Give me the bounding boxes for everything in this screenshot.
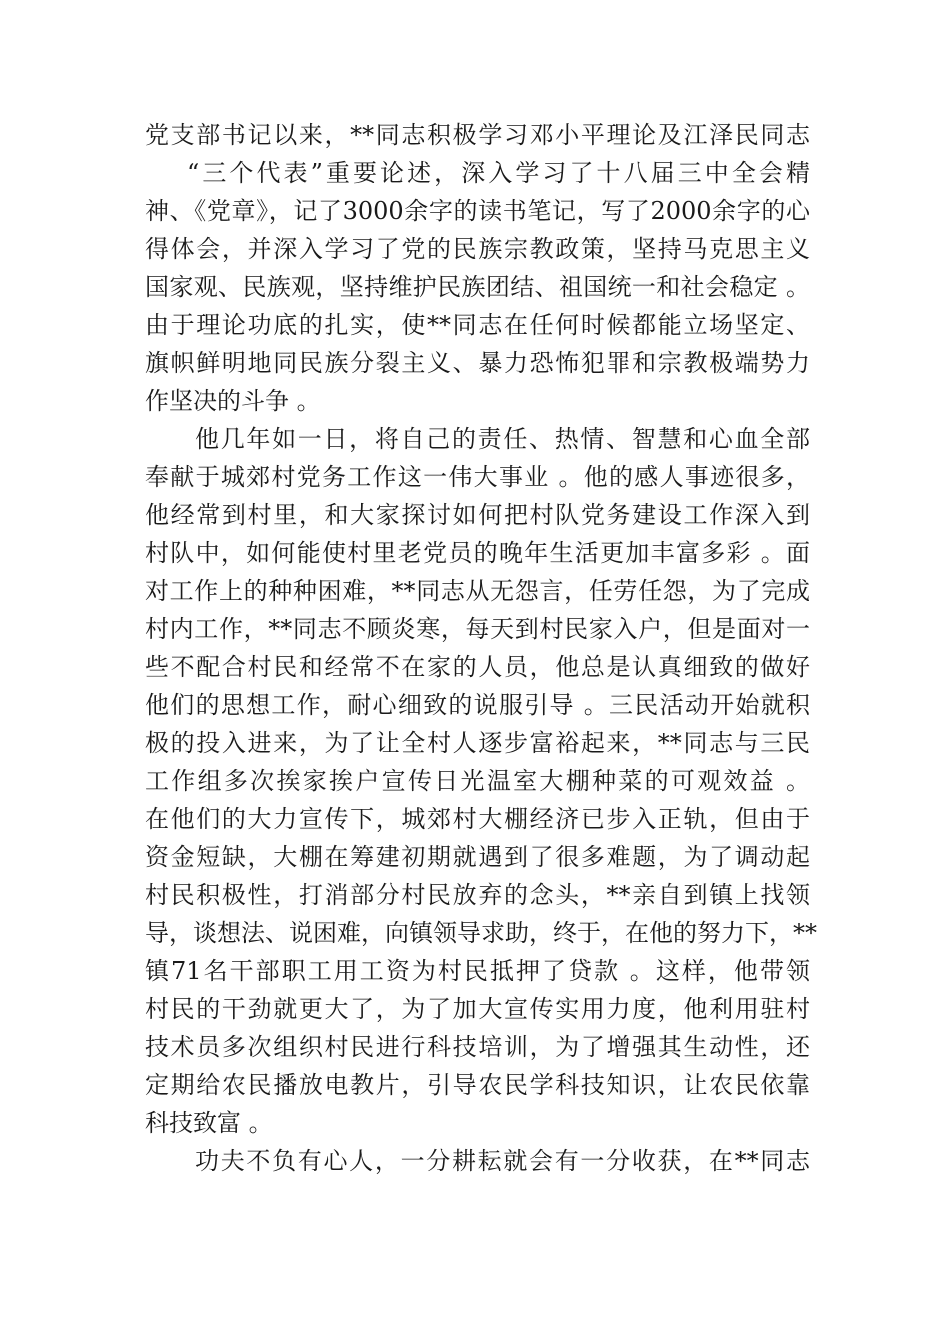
text-line: 导，谈想法、说困难，向镇领导求助，终于，在他的努力下，** [145, 919, 817, 947]
paragraph-start-line: 功夫不负有心人，一分耕耘就会有一分收获，在**同志 [195, 1147, 810, 1175]
text-line: 村内工作，**同志不顾炎寒，每天到村民家入户，但是面对一 [145, 615, 810, 643]
paragraph-start-line: 他几年如一日，将自己的责任、热情、智慧和心血全部 [195, 425, 810, 453]
text-line: 作坚决的斗争 。 [145, 387, 321, 415]
text-line: 极的投入进来，为了让全村人逐步富裕起来，**同志与三民 [145, 729, 810, 757]
text-line: “三个代表”重要论述，深入学习了十八届三中全会精 [187, 159, 810, 187]
text-line: 在他们的大力宣传下，城郊村大棚经济已步入正轨，但由于 [145, 805, 810, 833]
body-text [145, 116, 817, 1180]
text-line: 些不配合村民和经常不在家的人员，他总是认真细致的做好 [145, 653, 810, 681]
text-line: 资金短缺，大棚在筹建初期就遇到了很多难题，为了调动起 [145, 843, 810, 871]
text-line: 神、《党章》，记了3000余字的读书笔记，写了2000余字的心 [145, 197, 810, 225]
text-line: 村民的干劲就更大了，为了加大宣传实用力度，他利用驻村 [145, 995, 810, 1023]
text-line: 村队中，如何能使村里老党员的晚年生活更加丰富多彩 。面 [145, 539, 810, 567]
text-line: 党支部书记以来，**同志积极学习邓小平理论及江泽民同志 [145, 121, 810, 149]
text-line: 奉献于城郊村党务工作这一伟大事业 。他的感人事迹很多， [145, 463, 810, 491]
text-line: 定期给农民播放电教片，引导农民学科技知识，让农民依靠 [145, 1071, 810, 1099]
text-line: 村民积极性，打消部分村民放弃的念头，**亲自到镇上找领 [145, 881, 810, 909]
text-line: 他经常到村里，和大家探讨如何把村队党务建设工作深入到 [145, 501, 810, 529]
text-line: 技术员多次组织村民进行科技培训，为了增强其生动性，还 [145, 1033, 810, 1061]
text-line: 旗帜鲜明地同民族分裂主义、暴力恐怖犯罪和宗教极端势力 [145, 349, 810, 377]
text-line: 科技致富 。 [145, 1109, 273, 1137]
text-line: 得体会，并深入学习了党的民族宗教政策，坚持马克思主义 [145, 235, 810, 263]
text-line: 国家观、民族观，坚持维护民族团结、祖国统一和社会稳定 。 [145, 273, 810, 301]
text-line: 他们的思想工作，耐心细致的说服引导 。三民活动开始就积 [145, 691, 810, 719]
text-line: 工作组多次挨家挨户宣传日光温室大棚种菜的可观效益 。 [145, 767, 810, 795]
text-line: 对工作上的种种困难，**同志从无怨言，任劳任怨，为了完成 [145, 577, 810, 605]
text-line: 镇71名干部职工用工资为村民抵押了贷款 。这样，他带领 [145, 957, 810, 985]
text-line: 由于理论功底的扎实，使**同志在任何时候都能立场坚定、 [145, 311, 810, 339]
